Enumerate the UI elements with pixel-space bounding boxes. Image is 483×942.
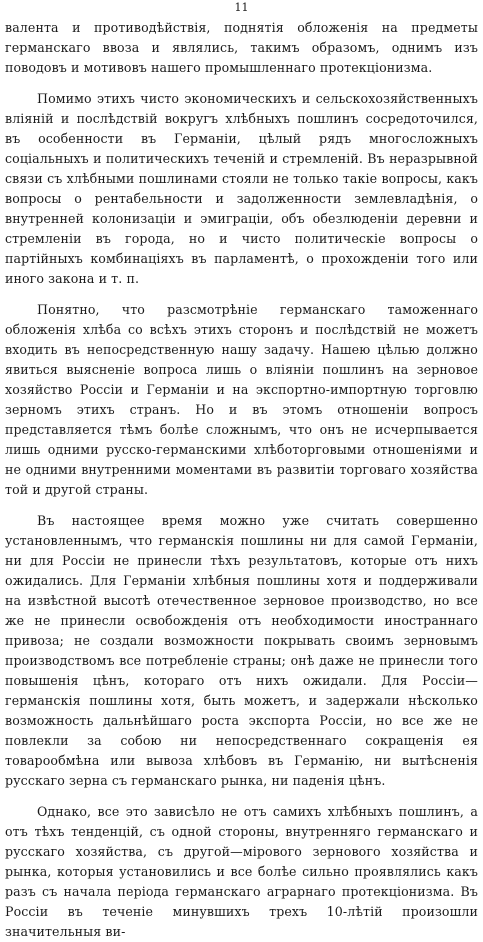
paragraph-continuation: валента и противодѣйствія, поднятія обложенія на предметы германскаго ввоза и являлись, такимъ образомъ, однимъ изъ поводовъ и мотивовъ нашего промышленнаго протекціонизма. bbox=[5, 20, 478, 75]
page-number: 11 bbox=[234, 1, 249, 14]
paragraph-research-scope: Понятно, что разсмотрѣніе германскаго таможеннаго обложенія хлѣба со всѣхъ этихъ сторонъ и послѣдствій не можетъ входить въ непосредственную нашу задачу. Нашею цѣлью должно явиться выясненіе вопроса лишь о вліяніи пошлинъ на зерновое хозяйство Россіи и Германіи и на экспортно-импортную торговлю зерномъ этихъ странъ. Но и въ этомъ отношеніи вопросъ представляется тѣмъ болѣе сложнымъ, что онъ не исчерпывается лишь одними русско-германскими хлѣботорговыми отношеніями и не одними внутренними моментами въ развитіи торговаго хозяйства той и другой страны. bbox=[5, 302, 478, 497]
paragraph-tendencies: Однако, все это зависѣло не отъ самихъ хлѣбныхъ пошлинъ, а отъ тѣхъ тенденцій, съ одной стороны, внутренняго германскаго и русскаго хозяйства, съ другой—мірового зернового хозяйства и рынка, которыя установились и все болѣе сильно проявлялись какъ разъ съ начала періода германскаго аграрнаго протекціонизма. Въ Россіи въ теченіе минувшихъ трехъ 10-лѣтій произошли значительныя ви- bbox=[5, 804, 478, 939]
paragraph-tariff-results: Въ настоящее время можно уже считать совершенно установленнымъ, что германскія пошлины ни для самой Германіи, ни для Россіи не принесли тѣхъ результатовъ, которые отъ нихъ ожидались. Для Германіи хлѣбныя пошлины хотя и поддерживали на извѣстной высотѣ отечественное зерновое производство, но все же не принесли освобожденія отъ необходимости иностраннаго привоза; не создали возможности покрывать своимъ зерновымъ производствомъ все потребленіе страны; онѣ даже не принесли того повышенія цѣнъ, котораго отъ нихъ ожидали. Для Россіи—германскія пошлины хотя, быть можетъ, и задержали нѣсколько возможность дальнѣйшаго роста экспорта Россіи, но все же не повлекли за собою ни непосредственнаго сокращенія ея товарообмѣна или вывоза хлѣбовъ въ Германію, ни вытѣсненія русскаго зерна съ германскаго рынка, ни паденія цѣнъ. bbox=[5, 513, 478, 788]
paragraph-social-political-currents: Помимо этихъ чисто экономическихъ и сельскохозяйственныхъ вліяній и послѣдствій вокругъ хлѣбныхъ пошлинъ сосредоточился, въ особенности въ Германіи, цѣлый рядъ многосложныхъ соціальныхъ и политическихъ теченій и стремленій. Въ неразрывной связи съ хлѣбными пошлинами стояли не только такіе вопросы, какъ вопросы о рентабельности и задолженности землевладѣнія, о внутренней колонизаціи и эмиграціи, объ обезлюденіи деревни и стремленіи въ города, но и чисто политическіе вопросы о партійныхъ комбинаціяхъ въ парламентѣ, о прохожденіи того или иного закона и т. п. bbox=[5, 91, 478, 286]
